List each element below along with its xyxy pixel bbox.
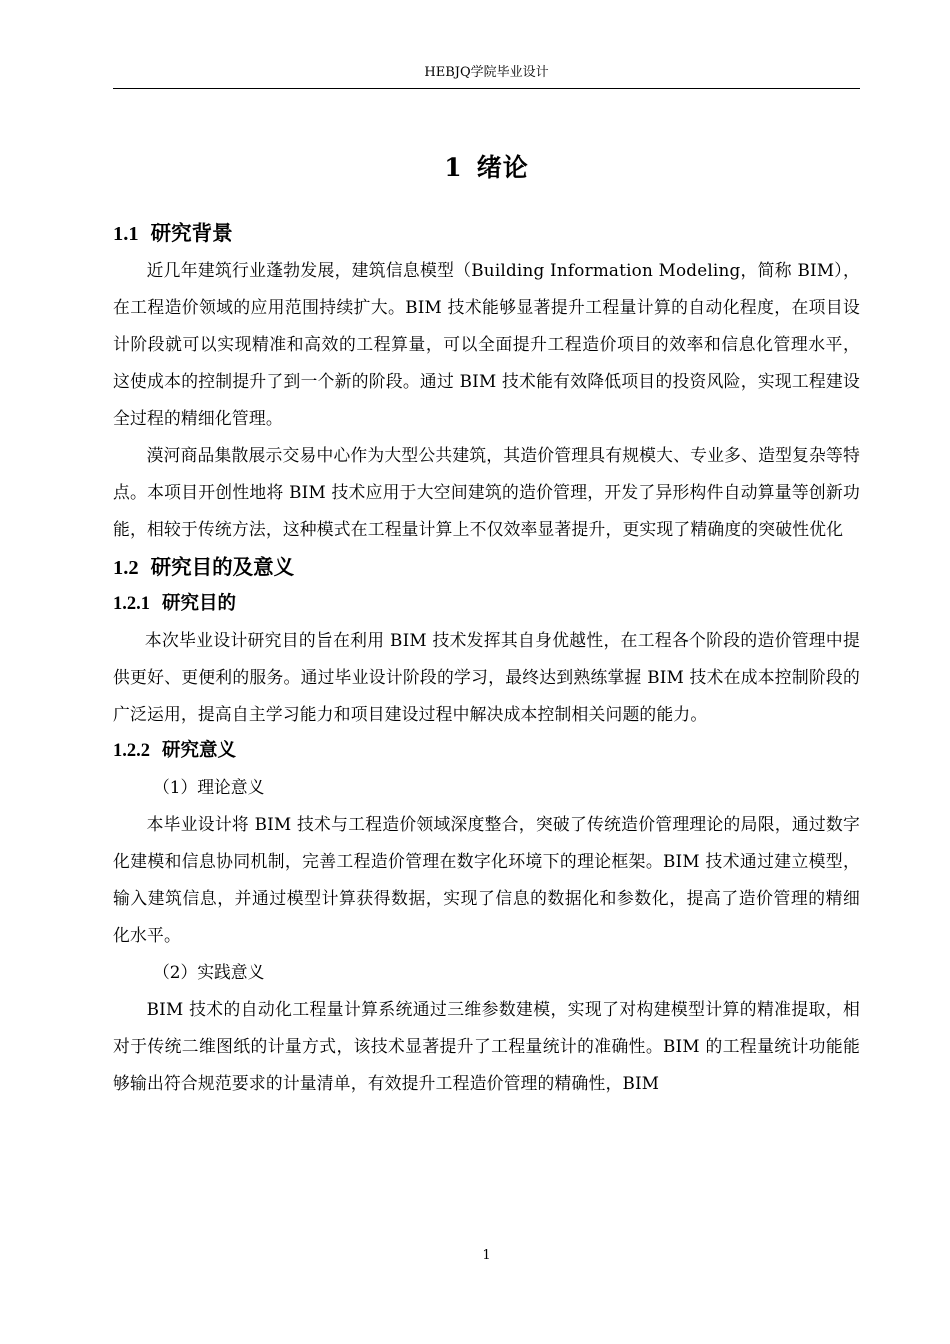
section-title: 研究背景 (150, 221, 233, 245)
chapter-title-text: 绪论 (476, 153, 529, 182)
chapter-number: 1 (444, 153, 463, 182)
header-rule (113, 88, 860, 89)
section-number: 1.2 (113, 557, 139, 579)
section-title: 研究意义 (162, 740, 237, 761)
page-number: 1 (482, 1248, 491, 1263)
section-number: 1.2.2 (113, 741, 150, 761)
section-number: 1.1 (113, 223, 139, 245)
sub-item-practice-label: （2）实践意义 (153, 962, 265, 982)
page-header: HEBJQ学院毕业设计 (424, 65, 549, 80)
section-heading-1-1 (113, 214, 860, 252)
section-heading-1-2-1 (113, 586, 860, 622)
paragraph-theory: 本毕业设计将 BIM 技术与工程造价领域深度整合，突破了传统造价管理理论的局限，通过数字化建模和信息协同机制，完善工程造价管理在数字化环境下的理论框架。BIM 技术通过建立模型，输入建筑信息，并通过模型计算获得数据，实现了信息的数据化和参数化，提高了造价管理的精细化水平。 (113, 814, 860, 945)
section-heading-1-2-2 (113, 733, 860, 769)
sub-item-theory-label: （1）理论意义 (153, 777, 265, 797)
paragraph-purpose: 本次毕业设计研究目的旨在利用 BIM 技术发挥其自身优越性，在工程各个阶段的造价管理中提供更好、更便利的服务。通过毕业设计阶段的学习，最终达到熟练掌握 BIM 技术在成本控制阶段的广泛运用，提高自主学习能力和项目建设过程中解决成本控制相关问题的能力。 (113, 630, 860, 724)
section-title: 研究目的及意义 (150, 555, 295, 579)
section-number: 1.2.1 (113, 594, 150, 614)
section-heading-1-2 (113, 548, 860, 586)
section-title: 研究目的 (162, 593, 237, 614)
paragraph-background-1: 近几年建筑行业蓬勃发展，建筑信息模型（Building Information Modeling，简称 BIM），在工程造价领域的应用范围持续扩大。BIM 技术能够显著提升工程量计算的自动化程度，在项目设计阶段就可以实现精准和高效的工程算量，可以全面提升工程造价项目的效率和信息化管理水平，这使成本的控制提升了到一个新的阶段。通过 BIM 技术能有效降低项目的投资风险，实现工程建设全过程的精细化管理。 (113, 260, 860, 428)
paragraph-practice: BIM 技术的自动化工程量计算系统通过三维参数建模，实现了对构建模型计算的精准提取，相对于传统二维图纸的计量方式，该技术显著提升了工程量统计的准确性。BIM 的工程量统计功能能够输出符合规范要求的计量清单，有效提升工程造价管理的精确性，BIM (113, 999, 860, 1093)
paragraph-background-2: 漠河商品集散展示交易中心作为大型公共建筑，其造价管理具有规模大、专业多、造型复杂等特点。本项目开创性地将 BIM 技术应用于大空间建筑的造价管理，开发了异形构件自动算量等创新功能，相较于传统方法，这种模式在工程量计算上不仅效率显著提升，更实现了精确度的突破性优化 (113, 445, 860, 539)
page-body (113, 140, 860, 1102)
chapter-title (113, 140, 860, 196)
